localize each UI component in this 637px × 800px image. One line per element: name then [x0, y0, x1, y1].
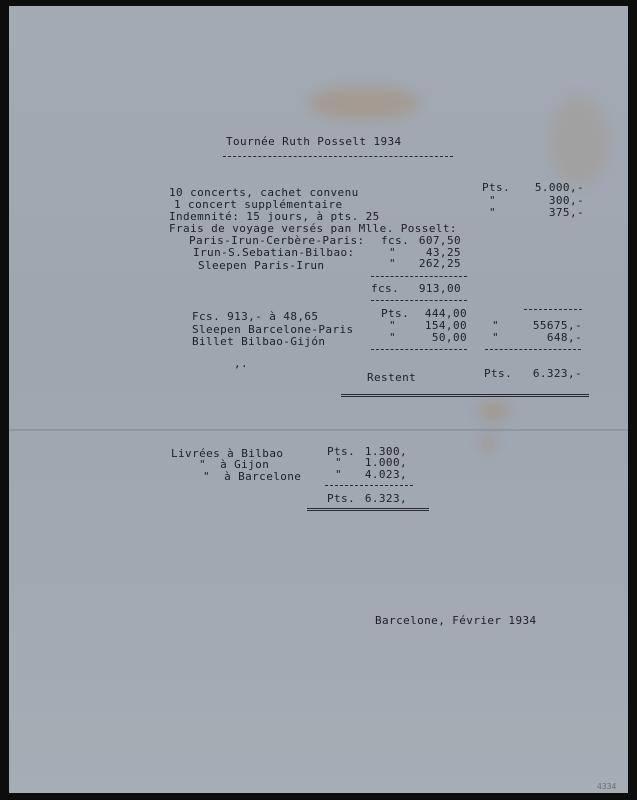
pencil-archive-number: 4334 — [597, 782, 617, 791]
delivery-prefix: Pts. — [327, 445, 356, 458]
expense-right-prefix: " — [492, 331, 500, 344]
travel-total-amount: 913,00 — [418, 282, 461, 295]
stain — [479, 401, 509, 421]
income-label: Indemnité: 15 jours, à pts. 25 — [169, 210, 380, 223]
deliveries-rule — [325, 485, 413, 486]
income-label: 10 concerts, cachet convenu — [169, 186, 359, 199]
restent-amount: 6.323,- — [532, 367, 582, 380]
expense-amount: 444,00 — [424, 307, 467, 320]
travel-amount: 43,25 — [425, 246, 461, 259]
title-underline — [223, 156, 453, 157]
deliveries-double-rule — [307, 508, 429, 511]
restent-double-rule — [341, 394, 589, 397]
restent-prefix: Pts. — [484, 367, 513, 380]
stain — [481, 434, 495, 452]
travel-subtotal-rule — [371, 276, 467, 277]
income-prefix: " — [489, 194, 497, 207]
travel-label: Irun-S.Sebatian-Bilbao: — [193, 246, 355, 259]
travel-prefix: fcs. — [381, 234, 410, 247]
place-date: Barcelone, Février 1934 — [375, 614, 537, 627]
delivery-label: " à Barcelone — [203, 470, 302, 483]
delivery-amount: 1.000, — [364, 456, 407, 469]
travel-prefix: " — [389, 257, 397, 270]
travel-total-rule — [371, 300, 467, 301]
travel-amount: 262,25 — [418, 257, 461, 270]
delivery-prefix: " — [335, 468, 343, 481]
delivery-label: Livrées à Bilbao — [171, 447, 284, 460]
delivery-prefix: " — [335, 456, 343, 469]
deliveries-total-amount: 6.323, — [364, 492, 407, 505]
expense-prefix: Pts. — [381, 307, 410, 320]
expense-right-amount: 648,- — [546, 331, 582, 344]
stain — [309, 86, 419, 120]
income-amount: 375,- — [548, 206, 584, 219]
expense-label: Sleepen Barcelone-Paris — [192, 323, 354, 336]
income-amount: 300,- — [548, 194, 584, 207]
income-prefix: " — [489, 206, 497, 219]
expense-amount: 50,00 — [431, 331, 467, 344]
travel-heading: Frais de voyage versés pan Mlle. Posselt: — [169, 222, 457, 235]
travel-total-prefix: fcs. — [371, 282, 400, 295]
travel-label: Sleepen Paris-Irun — [198, 259, 325, 272]
stain — [549, 96, 609, 186]
expense-amount: 154,00 — [424, 319, 467, 332]
delivery-label: " à Gijon — [199, 458, 270, 471]
pencil-mark: ,. — [234, 357, 249, 370]
expense-prefix: " — [389, 331, 397, 344]
income-prefix: Pts. — [482, 181, 511, 194]
document-title: Tournée Ruth Posselt 1934 — [226, 135, 402, 148]
document-page — [9, 6, 628, 793]
income-label: 1 concert supplémentaire — [174, 198, 343, 211]
restent-label: Restent — [367, 371, 417, 384]
delivery-amount: 4.023, — [364, 468, 407, 481]
income-amount: 5.000,- — [534, 181, 584, 194]
expense-total-rule — [371, 349, 467, 350]
expense-right-rule — [524, 309, 582, 310]
expense-label: Billet Bilbao-Gijón — [192, 335, 326, 348]
expense-right-prefix: " — [492, 319, 500, 332]
expense-prefix: " — [389, 319, 397, 332]
fold-line — [9, 429, 628, 431]
expense-right-total-rule — [485, 349, 581, 350]
travel-label: Paris-Irun-Cerbère-Paris: — [189, 234, 365, 247]
travel-amount: 607,50 — [418, 234, 461, 247]
travel-prefix: " — [389, 246, 397, 259]
expense-label: Fcs. 913,- à 48,65 — [192, 310, 319, 323]
deliveries-total-prefix: Pts. — [327, 492, 356, 505]
expense-right-amount: 55675,- — [532, 319, 582, 332]
delivery-amount: 1.300, — [364, 445, 407, 458]
